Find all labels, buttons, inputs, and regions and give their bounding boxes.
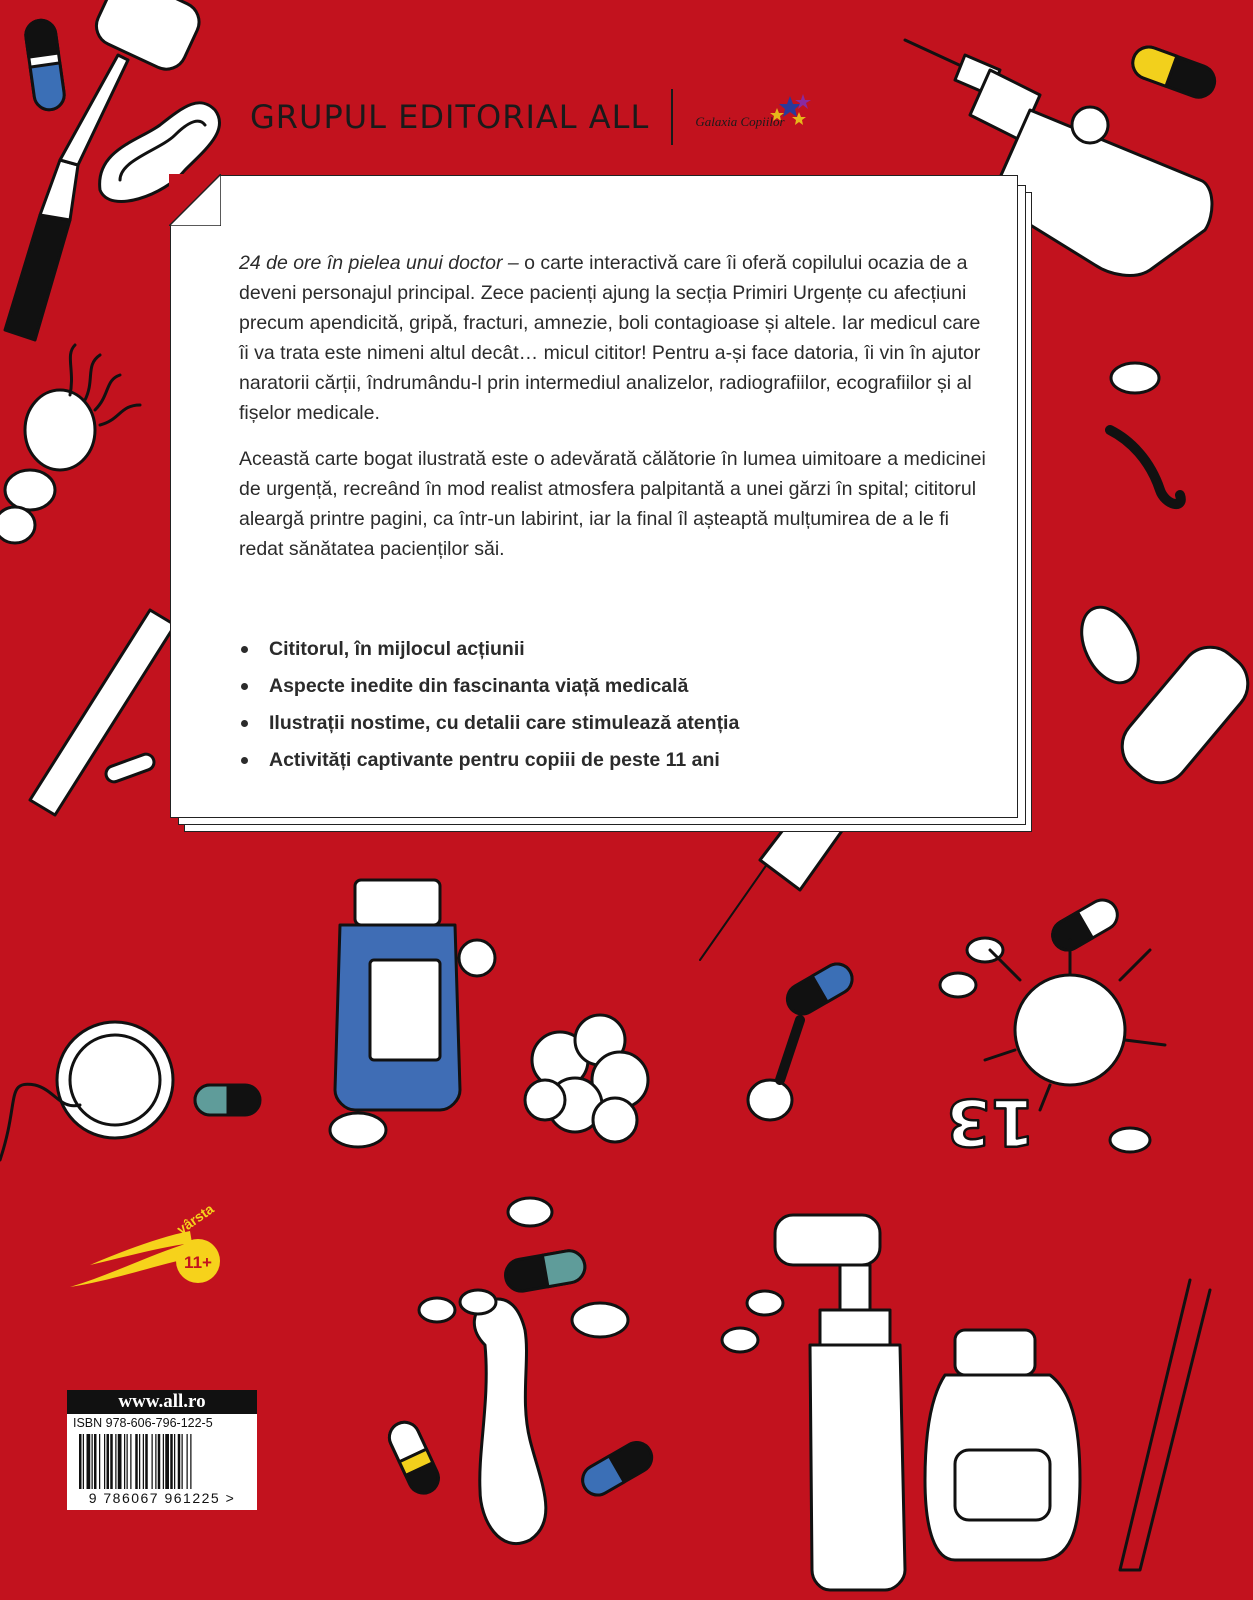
pill-icon (722, 1328, 758, 1352)
book-description (239, 248, 994, 580)
barcode-bar (174, 1434, 175, 1489)
barcode-bar (110, 1434, 113, 1489)
description-sheet (170, 175, 1018, 818)
barcode-bar (124, 1434, 125, 1489)
barcode-bar (79, 1434, 82, 1489)
capsule-icon (104, 752, 156, 784)
feature-item: Cititorul, în mijlocul acțiunii (239, 634, 994, 671)
barcode-bar (92, 1434, 93, 1489)
age-value: 11+ (184, 1253, 212, 1272)
barcode-icon (77, 1434, 249, 1489)
pill-icon (1111, 363, 1159, 393)
thermometer-icon (30, 610, 175, 815)
pump-bottle-icon (775, 1215, 905, 1590)
number-thirteen-doodle: 13 (945, 1084, 1035, 1158)
tweezers-icon (1120, 1280, 1210, 1570)
website-label: www.all.ro (67, 1390, 257, 1414)
barcode-bar (115, 1434, 116, 1489)
barcode-bar (190, 1434, 191, 1489)
barcode-bar (163, 1434, 164, 1489)
publisher-divider (671, 89, 673, 145)
feature-item: Activități captivante pentru copiii de peste 11 ani (239, 745, 994, 782)
publisher-header (250, 92, 865, 142)
pill-icon (460, 1290, 496, 1314)
barcode-bar (127, 1434, 128, 1489)
medicine-bottle-icon (925, 1330, 1080, 1560)
barcode-bar (99, 1434, 100, 1489)
barcode-bar (165, 1434, 169, 1489)
barcode-bar (139, 1434, 140, 1489)
barcode-bar (145, 1434, 148, 1489)
barcode-bar (94, 1434, 97, 1489)
publisher-name: GRUPUL EDITORIAL ALL (250, 98, 650, 136)
pill-icon (419, 1298, 455, 1322)
cell-chain-icon (0, 345, 140, 543)
imprint-logo (695, 92, 865, 142)
barcode-bar (130, 1434, 131, 1489)
barcode-bar (158, 1434, 161, 1489)
pill-icon (572, 1303, 628, 1337)
age-badge (70, 1195, 235, 1305)
barcode-bar (178, 1434, 181, 1489)
barcode-bar (143, 1434, 144, 1489)
pill-icon (1110, 1128, 1150, 1152)
barcode-area (67, 1390, 257, 1510)
book-title-italic: 24 de ore în pielea unui doctor – (239, 252, 519, 274)
capsule-icon (503, 1248, 587, 1293)
barcode-bar (83, 1434, 84, 1489)
imprint-name: Galaxia Copiilor (695, 114, 785, 129)
barcode-bar (187, 1434, 188, 1489)
pill-icon (747, 1291, 783, 1315)
pill-icon (330, 1113, 386, 1147)
bacterium-icon (474, 1299, 546, 1544)
barcode-bar (155, 1434, 156, 1489)
barcode-bar (87, 1434, 91, 1489)
capsule-icon (782, 959, 858, 1020)
capsule-icon (1128, 43, 1219, 102)
pill-icon (459, 940, 495, 976)
barcode-bar (152, 1434, 153, 1489)
capsule-icon (577, 1437, 657, 1500)
barcode-bar (170, 1434, 173, 1489)
age-label: vârsta (173, 1200, 217, 1238)
barcode-bar (135, 1434, 138, 1489)
isbn-label: ISBN 978-606-796-122-5 (73, 1416, 213, 1430)
description-paragraph-2: Această carte bogat ilustrată este o adevărată călătorie în lumea uimitoare a medicinei de urgență, recreând în mod realist atmosfera palpitantă a unei gărzi în spital; cititorul aleargă printre pagini, ca într-un labirint, iar la final îl așteaptă mulțumirea de a le fi redat sănătatea pacienților săi. (239, 448, 986, 560)
cell-cluster-icon (525, 1015, 648, 1142)
description-paragraph-1 (239, 248, 994, 428)
barcode-bar (118, 1434, 122, 1489)
medicine-bottle-icon (335, 880, 460, 1110)
pill-icon (940, 973, 976, 997)
feature-item: Ilustrații nostime, cu detalii care stimulează atenția (239, 708, 994, 745)
feature-list (239, 634, 994, 782)
barcode-bar (182, 1434, 183, 1489)
feature-item: Aspecte inedite din fascinanta viață medicală (239, 671, 994, 708)
barcode-digits: 9 786067 961225 > (88, 1490, 236, 1506)
barcode-bar (107, 1434, 110, 1489)
capsule-icon (385, 1417, 444, 1498)
bacterium-icon (1070, 598, 1149, 692)
folded-corner-icon (169, 174, 221, 226)
description-text-1: o carte interactivă care îi oferă copilului ocazia de a deveni personajul principal. Zece pacienți ajung la secția Primiri Urgențe cu afecțiuni precum apendicită, gripă, fracturi, amnezie, boli contagioase și altele. Iar medicul care îi va trata este nimeni altul decât… micul cititor! Pentru a-și face datoria, îi vin în ajutor naratorii cărții, îndrumându-l prin intermediul analizelor, radiografiilor, ecografiilor și al fișelor medicale. (239, 252, 981, 424)
pill-icon (508, 1198, 552, 1226)
spoon-icon (748, 1020, 800, 1120)
worm-icon (1110, 430, 1181, 504)
barcode-bar (104, 1434, 105, 1489)
cell-icon (0, 1022, 173, 1160)
capsule-icon (24, 18, 66, 111)
capsule-icon (1047, 895, 1123, 956)
